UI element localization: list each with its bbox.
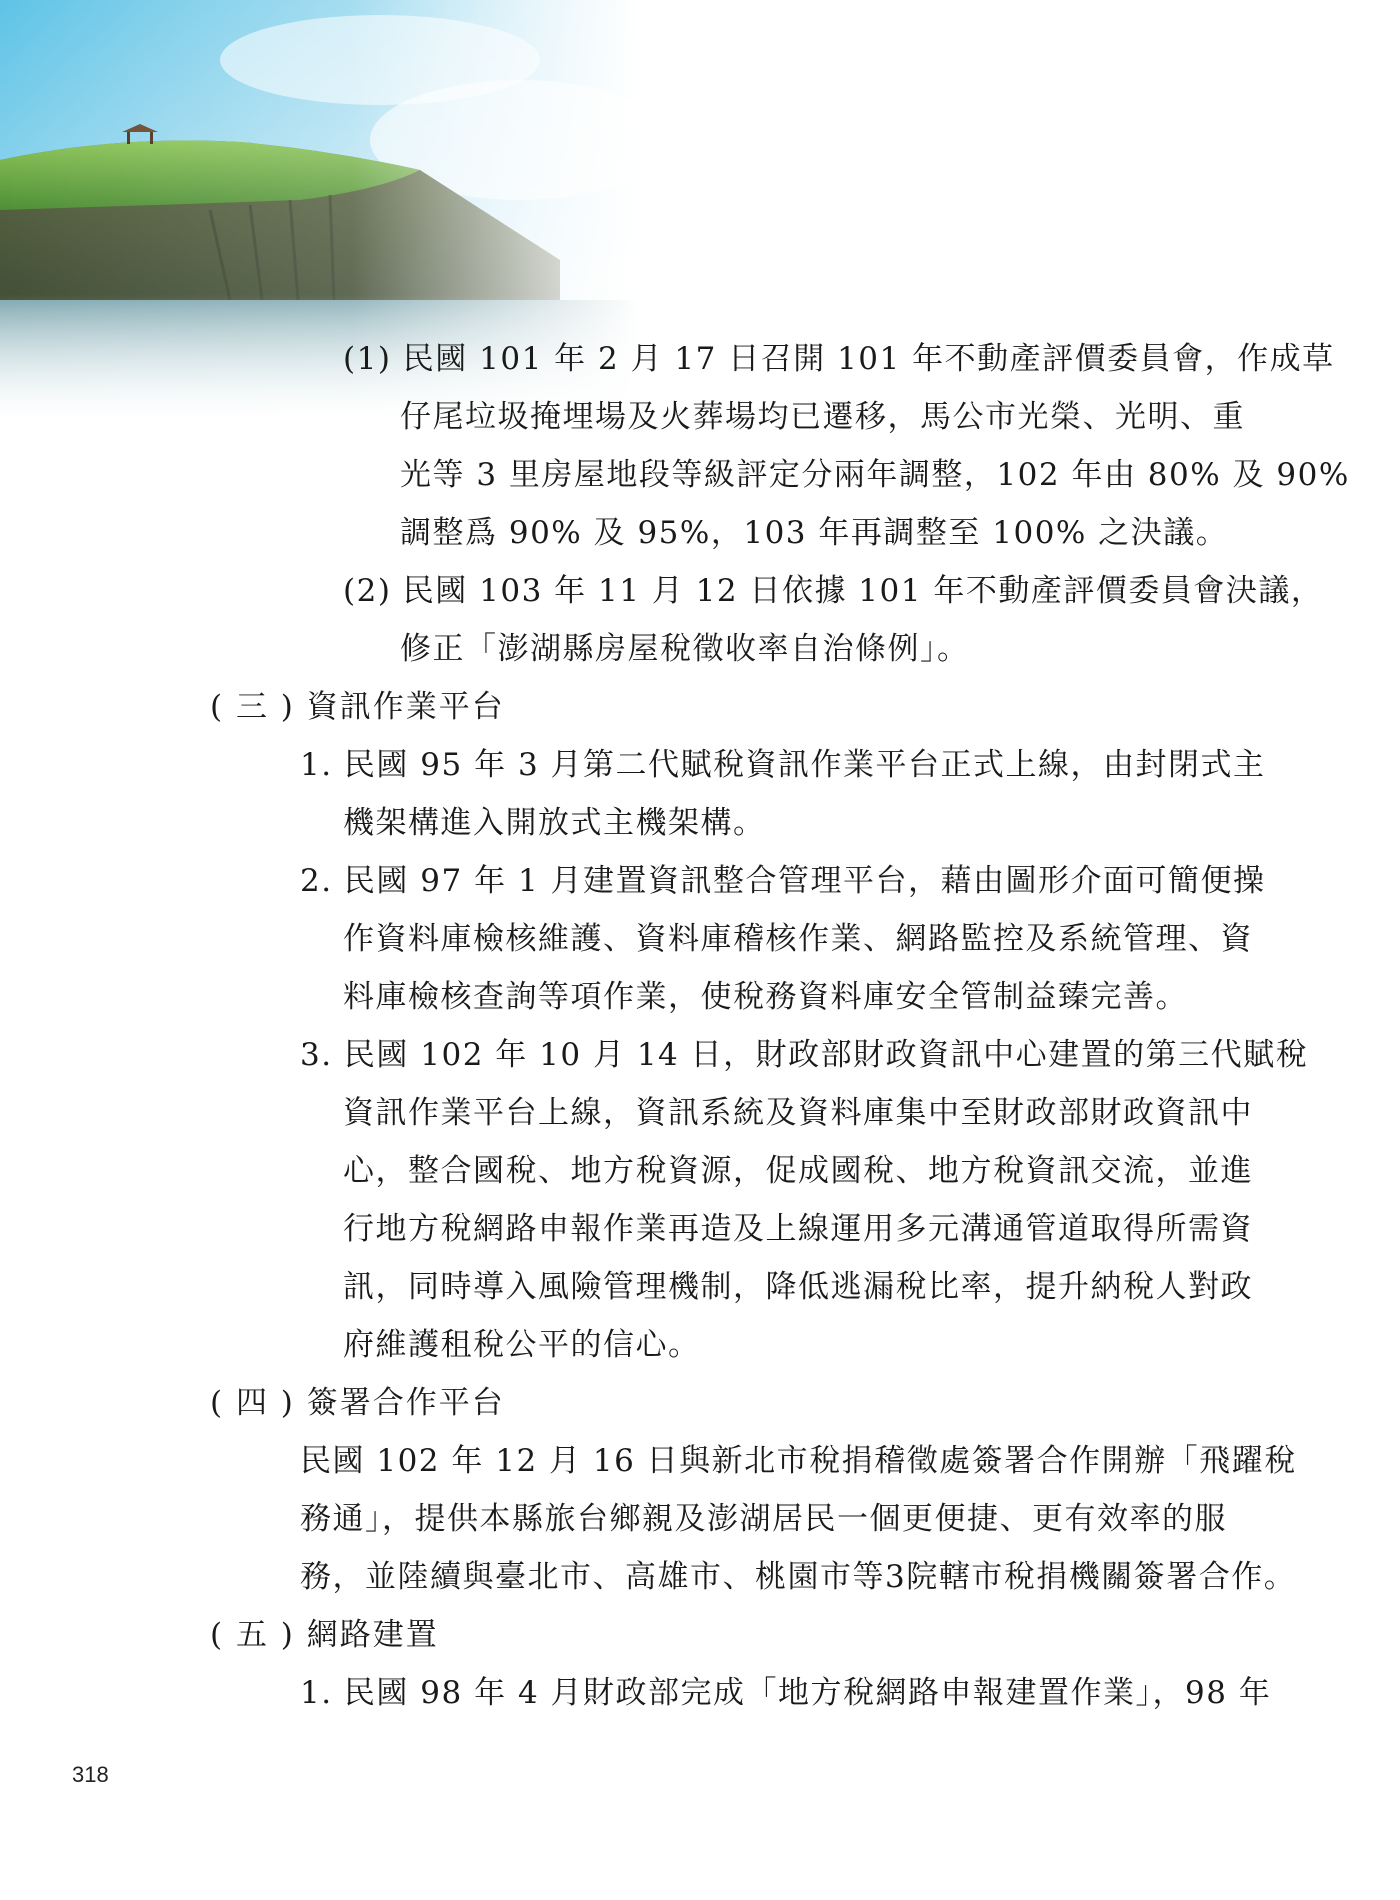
paragraph-line: (1) 民國 101 年 2 月 17 日召開 101 年不動產評價委員會，作成草 [343,341,1335,377]
paragraph-line: 作資料庫檢核維護、資料庫稽核作業、網路監控及系統管理、資 [343,921,1253,957]
paragraph-line: 訊，同時導入風險管理機制，降低逃漏稅比率，提升納稅人對政 [343,1269,1253,1305]
paragraph-line: 資訊作業平台上線，資訊系統及資料庫集中至財政部財政資訊中 [343,1095,1253,1131]
paragraph-line: 3. 民國 102 年 10 月 14 日，財政部財政資訊中心建置的第三代賦稅 [300,1037,1309,1073]
paragraph-line: 行地方稅網路申報作業再造及上線運用多元溝通管道取得所需資 [343,1211,1253,1247]
paragraph-line: 光等 3 里房屋地段等級評定分兩年調整，102 年由 80% 及 90% [400,457,1350,493]
paragraph-line: 仔尾垃圾掩埋場及火葬場均已遷移，馬公市光榮、光明、重 [400,399,1245,435]
paragraph-line: 2. 民國 97 年 1 月建置資訊整合管理平台，藉由圖形介面可簡便操 [300,863,1266,899]
paragraph-line: 務通」，提供本縣旅台鄉親及澎湖居民一個更便捷、更有效率的服 [300,1501,1227,1537]
paragraph-line: 心，整合國稅、地方稅資源，促成國稅、地方稅資訊交流，並進 [343,1153,1253,1189]
paragraph-line: 修正「澎湖縣房屋稅徵收率自治條例」。 [400,631,970,667]
paragraph-line: 務，並陸續與臺北市、高雄市、桃園市等3院轄市稅捐機關簽署合作。 [300,1559,1297,1595]
paragraph-line: 料庫檢核查詢等項作業，使稅務資料庫安全管制益臻完善。 [343,979,1188,1015]
paragraph-line: 1. 民國 95 年 3 月第二代賦稅資訊作業平台正式上線，由封閉式主 [300,747,1266,783]
paragraph-line: 民國 102 年 12 月 16 日與新北市稅捐稽徵處簽署合作開辦「飛躍稅 [300,1443,1297,1479]
paragraph-line: 府維護租稅公平的信心。 [343,1327,701,1363]
section-heading: ( 五 ) 網路建置 [210,1617,439,1653]
paragraph-line: 1. 民國 98 年 4 月財政部完成「地方稅網路申報建置作業」，98 年 [300,1675,1272,1711]
paragraph-line: 調整爲 90% 及 95%，103 年再調整至 100% 之決議。 [400,515,1229,551]
paragraph-line: (2) 民國 103 年 11 月 12 日依據 101 年不動產評價委員會決議， [343,573,1324,609]
paragraph-line: 機架構進入開放式主機架構。 [343,805,766,841]
page-number: 318 [72,1762,109,1787]
section-heading: ( 四 ) 簽署合作平台 [210,1385,505,1421]
section-heading: ( 三 ) 資訊作業平台 [210,689,505,725]
